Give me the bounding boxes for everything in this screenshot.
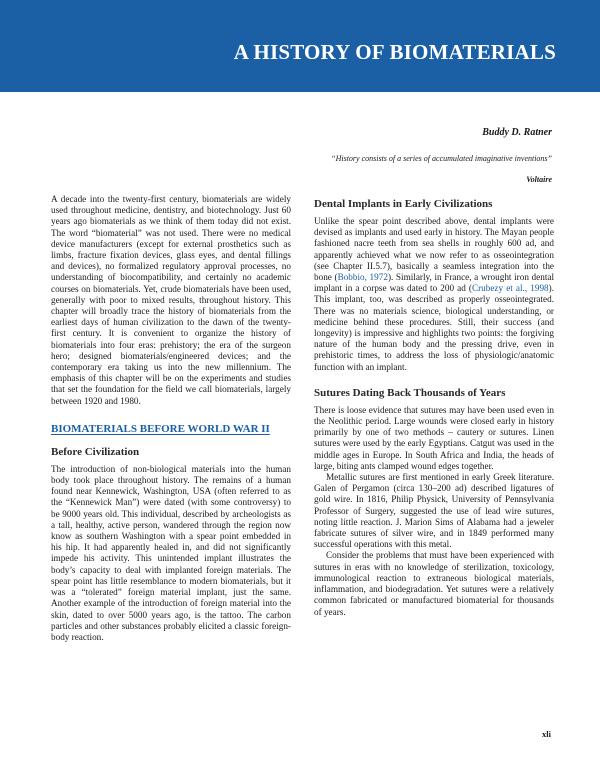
dental-text-1: Unlike the spear point described above, dental implants were devised as implants and used early in history. The Mayan people fashioned nacre teeth from sea shells in roughly 600 ad, and apparently achieved what we now refer to as osseointegration (see Chapter II.5.7), basically a seamless integration into the bone ( (314, 216, 554, 283)
dental-implants-paragraph (314, 216, 554, 373)
epigraph-attribution: Voltaire (526, 175, 552, 184)
sutures-paragraph-2: Metallic sutures are first mentioned in early Greek literature. Galen of Pergamon (circa 130–200 ad) described ligatures of gold wire. In 1816, Philip Physick, University of Pennsylvania Professor of Surgery, suggested the use of lead wire sutures, noting little reaction. J. Marion Sims of Alabama had a jeweler fabricate sutures of silver wire, and in 1849 performed many successful operations with this metal. (314, 472, 554, 550)
page-number: xli (542, 729, 551, 739)
before-civilization-heading: Before Civilization (51, 445, 140, 458)
intro-paragraph: A decade into the twenty-first century, biomaterials are widely used throughout medicine, dentistry, and biotechnology. Just 60 years ago biomaterials as we think of them today did not exist. The word “biomaterial” was not used. There were no medical device manufacturers (except for external prosthetics such as limbs, fracture fixation devices, glass eyes, and dental fillings and devices), no formalized regulatory approval processes, no understanding of biocompatibility, and certainly no academic courses on biomaterials. Yet, crude biomaterials have been used, generally with poor to mixed results, throughout history. This chapter will broadly trace the history of biomaterials from the earliest days of human civilization to the dawn of the twenty-first century. It is convenient to organize the history of biomaterials into four eras: prehistory; the era of the surgeon hero; designed biomaterials/engineered devices; and the contemporary era taking us into the new millennium. The emphasis of this chapter will be on the experiments and studies that set the foundation for the field we call biomaterials, largely between 1920 and 1980. (51, 194, 291, 406)
dental-text-2: ). Similarly, in France, a wrought iron dental implant in a corpse was dated to 200 ad ( (314, 272, 555, 294)
chapter-banner (0, 0, 600, 92)
before-civilization-paragraph: The introduction of non-biological materials into the human body took place throughout history. The remains of a human found near Kennewick, Washington, USA (often referred to as the “Kennewick Man”) were dated (with some controversy) to be 9000 years old. This individual, described by archeologists as a tall, healthy, active person, wandered through the region now know as southern Washington with a spear point embedded in his hip. It had apparently healed in, and did not significantly impede his activity. This unintended implant illustrates the body’s capacity to deal with implanted foreign materials. The spear point has little resemblance to modern biomaterials, but it was a “tolerated” foreign material implant, just the same. Another example of the introduction of foreign material into the skin, dated to over 5000 years ago, is the tattoo. The carbon particles and other substances probably elicited a classic foreign-body reaction. (51, 463, 291, 642)
sutures-paragraph-1: There is loose evidence that sutures may have been used even in the Neolithic period. Large wounds were closed early in history primarily by one of two methods – cautery or sutures. Linen sutures were used by the early Egyptians. Catgut was used in the middle ages in Europe. In South Africa and India, the heads of large, biting ants clamped wound edges together. (314, 404, 554, 471)
sutures-heading: Sutures Dating Back Thousands of Years (314, 386, 506, 399)
author-name: Buddy D. Ratner (482, 127, 552, 138)
left-column (51, 194, 291, 643)
epigraph-quote: “History consists of a series of accumulated imaginative inventions” (331, 154, 552, 163)
section-heading: BIOMATERIALS BEFORE WORLD WAR II (51, 422, 270, 435)
dental-text-3: ). This implant, too, was described as properly osseointegrated. There was no materials science, biological understanding, or medicine behind these procedures. Still, their success (and longevity) is impressive and highlights two points: the forgiving nature of the human body and the pressing drive, even in prehistoric times, to address the loss of physiologic/anatomic function with an implant. (314, 283, 554, 372)
chapter-title: A HISTORY OF BIOMATERIALS (233, 40, 556, 64)
dental-implants-heading: Dental Implants in Early Civilizations (314, 198, 493, 210)
citation-crubezy[interactable]: Crubezy et al., 1998 (471, 283, 549, 294)
citation-bobbio[interactable]: Bobbio, 1972 (337, 272, 388, 283)
sutures-paragraph-3: Consider the problems that must have been experienced with sutures in eras with no knowledge of sterilization, toxicology, immunological reaction to extraneous biological materials, inflammation, and biodegradation. Yet sutures were a relatively common fabricated or manufactured biomaterial for thousands of years. (314, 550, 554, 617)
right-column (314, 198, 554, 618)
